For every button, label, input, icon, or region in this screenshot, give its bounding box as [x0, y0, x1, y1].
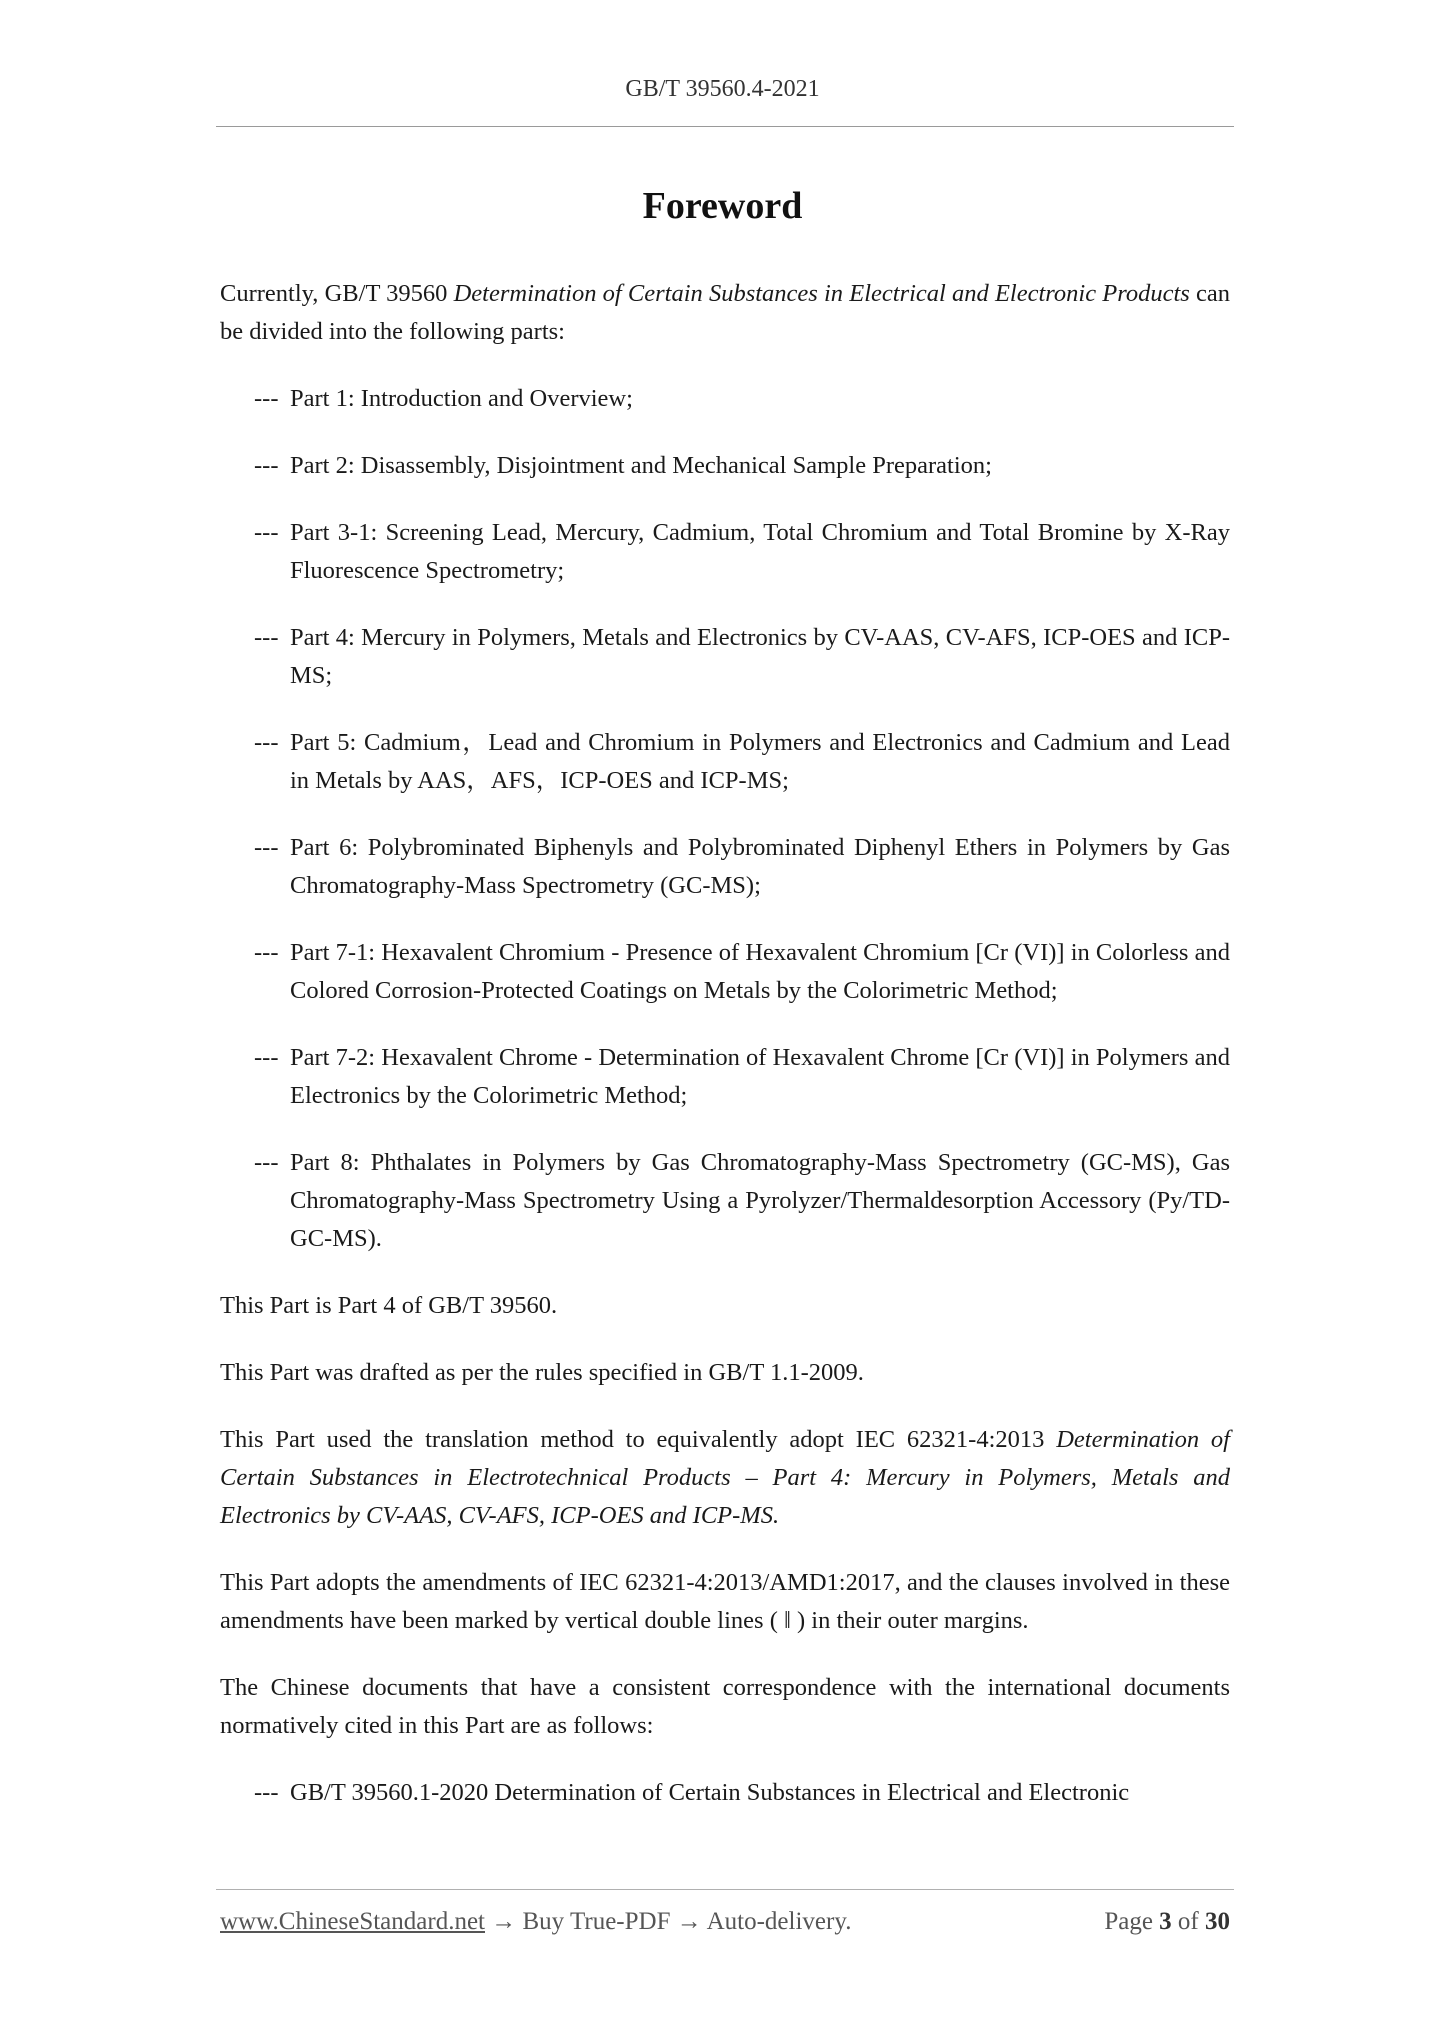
translation-paragraph	[220, 1421, 1230, 1535]
page-footer	[220, 1908, 1230, 1944]
page-title: Foreword	[642, 185, 803, 227]
list-item	[220, 1039, 1230, 1115]
list-item	[220, 934, 1230, 1010]
part-of-paragraph: This Part is Part 4 of GB/T 39560.	[220, 1292, 558, 1319]
drafted-paragraph: This Part was drafted as per the rules specified in GB/T 1.1-2009.	[220, 1359, 864, 1386]
list-dash: ---	[254, 1044, 279, 1071]
intro-suffix: can be divided into the following parts:	[220, 280, 1231, 345]
correspondence-paragraph: The Chinese documents that have a consistent correspondence with the international documents normatively cited in this Part are as follows:	[220, 1674, 1230, 1739]
list-dash: ---	[254, 624, 279, 651]
arrow-right-icon: →	[676, 1908, 702, 1935]
list-dash: ---	[254, 1779, 279, 1806]
current-page: 3	[1159, 1908, 1172, 1935]
list-dash: ---	[254, 834, 279, 861]
auto-delivery-text: Auto-delivery.	[706, 1908, 852, 1935]
cited-documents-list	[220, 1774, 1230, 1812]
document-id-header: GB/T 39560.4-2021	[625, 76, 820, 102]
list-dash: ---	[254, 1149, 279, 1176]
list-dash: ---	[254, 729, 279, 756]
list-item	[220, 1774, 1230, 1812]
list-dash: ---	[254, 385, 279, 412]
list-dash: ---	[254, 939, 279, 966]
page-label: Page	[1104, 1908, 1153, 1935]
total-pages: 30	[1205, 1908, 1230, 1935]
arrow-right-icon: →	[491, 1908, 517, 1935]
of-label: of	[1177, 1908, 1199, 1935]
footer-promo	[220, 1908, 851, 1936]
buy-pdf-text: Buy True-PDF	[522, 1908, 671, 1935]
part-text: Part 8: Phthalates in Polymers by Gas Chromatography-Mass Spectrometry (GC-MS), Gas Chromatography-Mass Spectrometry Using a Pyrolyzer/Thermaldesorption Accessory (Py/TD-GC-MS).	[290, 1149, 1230, 1252]
footer-divider	[216, 1889, 1234, 1890]
iec-title-italic: Determination of Certain Substances in Electrotechnical Products – Part 4: Mercury in Polymers, Metals and Electronics by CV-AAS, CV-AFS, ICP-OES and ICP-MS.	[220, 1426, 1230, 1529]
part-text: Part 3-1: Screening Lead, Mercury, Cadmium, Total Chromium and Total Bromine by X-Ray Fluorescence Spectrometry;	[290, 519, 1230, 584]
part-text: Part 7-1: Hexavalent Chromium - Presence of Hexavalent Chromium [Cr (VI)] in Colorless and Colored Corrosion-Protected Coatings on Metals by the Colorimetric Method;	[290, 939, 1230, 1004]
standard-title-italic: Determination of Certain Substances in Electrical and Electronic Products	[453, 280, 1190, 307]
part-text: Part 5: Cadmium，Lead and Chromium in Polymers and Electronics and Cadmium and Lead in Metals by AAS，AFS，ICP-OES and ICP-MS;	[290, 729, 1230, 794]
list-dash: ---	[254, 519, 279, 546]
list-item	[220, 619, 1230, 695]
list-item	[220, 380, 1230, 418]
parts-list	[220, 380, 1230, 1258]
translation-prefix: This Part used the translation method to equivalently adopt IEC 62321-4:2013	[220, 1426, 1057, 1453]
cited-text: GB/T 39560.1-2020 Determination of Certain Substances in Electrical and Electronic	[290, 1779, 1130, 1806]
list-item	[220, 447, 1230, 485]
list-item	[220, 514, 1230, 590]
amendments-paragraph: This Part adopts the amendments of IEC 62321-4:2013/AMD1:2017, and the clauses involved in these amendments have been marked by vertical double lines ( ‖ ) in their outer margins.	[220, 1569, 1230, 1634]
intro-prefix: Currently, GB/T 39560	[220, 280, 454, 307]
list-dash: ---	[254, 452, 279, 479]
list-item	[220, 724, 1230, 800]
list-item	[220, 1144, 1230, 1258]
header-divider	[216, 126, 1234, 127]
part-text: Part 7-2: Hexavalent Chrome - Determination of Hexavalent Chrome [Cr (VI)] in Polymers and Electronics by the Colorimetric Method;	[290, 1044, 1230, 1109]
part-text: Part 1: Introduction and Overview;	[290, 385, 633, 412]
document-body	[220, 275, 1230, 1841]
part-text: Part 2: Disassembly, Disjointment and Mechanical Sample Preparation;	[290, 452, 992, 479]
part-text: Part 4: Mercury in Polymers, Metals and Electronics by CV-AAS, CV-AFS, ICP-OES and ICP-MS;	[290, 624, 1230, 689]
part-text: Part 6: Polybrominated Biphenyls and Polybrominated Diphenyl Ethers in Polymers by Gas Chromatography-Mass Spectrometry (GC-MS);	[290, 834, 1230, 899]
list-item	[220, 829, 1230, 905]
page-number	[1104, 1908, 1230, 1936]
site-link[interactable]: www.ChineseStandard.net	[220, 1908, 485, 1935]
intro-paragraph	[220, 275, 1230, 351]
